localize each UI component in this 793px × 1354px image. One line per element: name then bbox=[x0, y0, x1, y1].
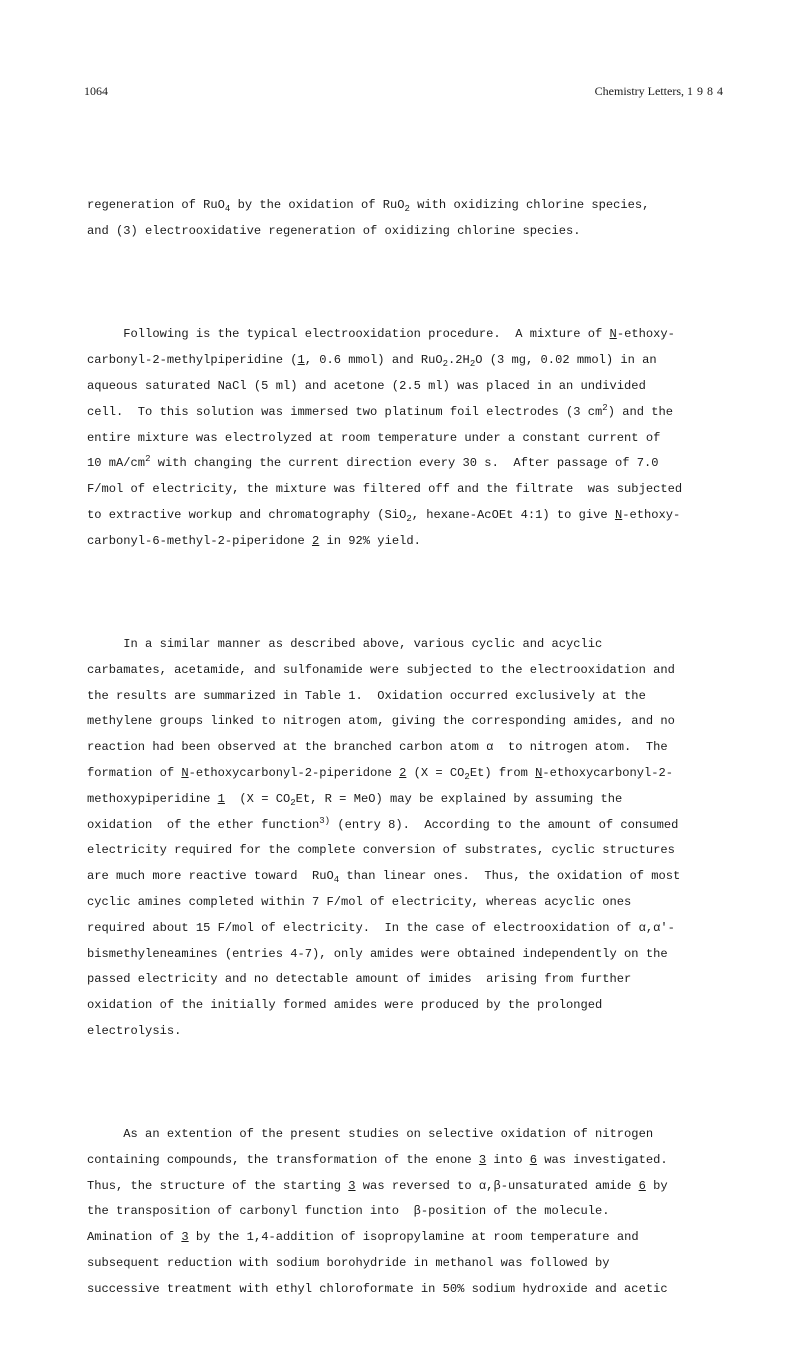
text-line bbox=[87, 503, 727, 529]
text-line: passed electricity and no detectable amount of imides arising from further bbox=[87, 972, 632, 987]
text-line bbox=[87, 529, 727, 555]
paragraph-regeneration bbox=[87, 193, 727, 245]
paragraph-transformation bbox=[87, 1122, 727, 1303]
text-line bbox=[87, 348, 727, 374]
text-run: Et, R = MeO) may be explained by assuming the bbox=[295, 791, 623, 806]
text-run: was reversed to α,β-unsaturated amide bbox=[355, 1178, 639, 1193]
superscript: 2 bbox=[145, 454, 151, 465]
text-run: by the oxidation of RuO bbox=[230, 198, 405, 213]
text-line: aqueous saturated NaCl (5 ml) and acetone (2.5 ml) was placed in an undivided bbox=[87, 378, 646, 393]
compound-ref: N bbox=[614, 507, 623, 522]
compound-ref: 3 bbox=[348, 1178, 356, 1193]
text-line: reaction had been observed at the branched carbon atom α to nitrogen atom. The bbox=[87, 740, 668, 755]
compound-ref: 1 bbox=[217, 791, 225, 806]
text-line: electricity required for the complete conversion of substrates, cyclic structures bbox=[87, 843, 675, 858]
text-run: Following is the typical electrooxidation procedure. A mixture of bbox=[87, 327, 610, 342]
text-line: bismethyleneamines (entries 4-7), only amides were obtained independently on the bbox=[87, 946, 668, 961]
article-body bbox=[87, 116, 727, 1354]
compound-ref: N bbox=[181, 765, 189, 780]
text-line bbox=[87, 761, 727, 787]
text-line bbox=[87, 451, 727, 477]
paragraph-procedure bbox=[87, 322, 727, 554]
text-line: oxidation of the initially formed amides were produced by the prolonged bbox=[87, 998, 603, 1013]
journal-year: 1984 bbox=[687, 84, 727, 98]
journal-title bbox=[595, 84, 727, 99]
text-line: F/mol of electricity, the mixture was filtered off and the filtrate was subjected bbox=[87, 482, 683, 497]
text-run: , hexane-AcOEt 4:1) to give bbox=[411, 507, 615, 522]
text-line: methylene groups linked to nitrogen atom, giving the corresponding amides, and no bbox=[87, 714, 675, 729]
text-run: .2H bbox=[448, 353, 470, 368]
compound-ref: 2 bbox=[311, 533, 320, 548]
text-run: Et) from bbox=[469, 765, 536, 780]
text-line: successive treatment with ethyl chloroformate in 50% sodium hydroxide and acetic bbox=[87, 1281, 668, 1296]
text-run: by bbox=[645, 1178, 668, 1193]
text-run: cell. To this solution was immersed two platinum foil electrodes (3 cm bbox=[87, 404, 603, 419]
text-run: carbonyl-6-methyl-2-piperidone bbox=[87, 533, 312, 548]
text-line bbox=[87, 193, 727, 219]
text-run: was investigated. bbox=[536, 1152, 668, 1167]
text-line bbox=[87, 813, 727, 839]
subscript: 4 bbox=[224, 204, 231, 215]
page-header bbox=[0, 84, 793, 100]
text-line: subsequent reduction with sodium borohydride in methanol was followed by bbox=[87, 1256, 610, 1271]
text-run: containing compounds, the transformation of the enone bbox=[87, 1152, 479, 1167]
text-line: As an extention of the present studies on selective oxidation of nitrogen bbox=[87, 1127, 654, 1142]
text-run: 10 mA/cm bbox=[87, 456, 146, 471]
compound-ref: N bbox=[535, 765, 543, 780]
compound-ref: 6 bbox=[529, 1152, 537, 1167]
subscript: 2 bbox=[290, 797, 296, 808]
text-line: and (3) electrooxidative regeneration of oxidizing chlorine species. bbox=[87, 224, 581, 239]
subscript: 2 bbox=[406, 513, 412, 524]
compound-ref: N bbox=[609, 327, 617, 342]
text-run: Amination of bbox=[87, 1230, 182, 1245]
subscript: 2 bbox=[404, 204, 410, 215]
text-run: oxidation of the ether function bbox=[87, 817, 320, 832]
text-run: in 92% yield. bbox=[319, 533, 421, 548]
text-run: with changing the current direction every 30 s. After passage of 7.0 bbox=[150, 456, 659, 471]
text-run: (X = CO bbox=[224, 791, 291, 806]
text-run: ) and the bbox=[607, 404, 674, 419]
compound-ref: 3 bbox=[181, 1230, 189, 1245]
text-run: formation of bbox=[87, 765, 182, 780]
subscript: 2 bbox=[442, 359, 449, 370]
text-run: carbonyl-2-methylpiperidine ( bbox=[87, 353, 298, 368]
text-run: -ethoxycarbonyl-2- bbox=[542, 765, 674, 780]
text-line bbox=[87, 1225, 727, 1251]
text-run: with oxidizing chlorine species, bbox=[409, 198, 650, 213]
text-line bbox=[87, 1148, 727, 1174]
subscript: 2 bbox=[469, 359, 476, 370]
subscript: 4 bbox=[333, 875, 340, 886]
journal-name: Chemistry Letters, bbox=[594, 84, 684, 98]
text-run: O (3 mg, 0.02 mmol) in an bbox=[475, 353, 657, 368]
text-line bbox=[87, 1174, 727, 1200]
text-line: In a similar manner as described above, various cyclic and acyclic bbox=[87, 636, 603, 651]
text-line: the transposition of carbonyl function into β-position of the molecule. bbox=[87, 1204, 610, 1219]
text-run: -ethoxy- bbox=[616, 327, 675, 342]
page-number: 1064 bbox=[84, 84, 108, 98]
text-line: cyclic amines completed within 7 F/mol of electricity, whereas acyclic ones bbox=[87, 894, 632, 909]
text-line bbox=[87, 787, 727, 813]
paragraph-results bbox=[87, 632, 727, 1045]
compound-ref: 1 bbox=[297, 353, 305, 368]
text-run: methoxypiperidine bbox=[87, 791, 218, 806]
reference-superscript: 3) bbox=[319, 815, 331, 826]
text-line bbox=[87, 864, 727, 890]
text-run: by the 1,4-addition of isopropylamine at room temperature and bbox=[188, 1230, 639, 1245]
text-run: regeneration of RuO bbox=[87, 198, 225, 213]
text-run: -ethoxycarbonyl-2-piperidone bbox=[188, 765, 400, 780]
text-line: entire mixture was electrolyzed at room temperature under a constant current of bbox=[87, 430, 661, 445]
text-run: Thus, the structure of the starting bbox=[87, 1178, 349, 1193]
compound-ref: 6 bbox=[638, 1178, 646, 1193]
superscript: 2 bbox=[602, 402, 608, 413]
text-run: into bbox=[486, 1152, 530, 1167]
text-run: (X = CO bbox=[406, 765, 465, 780]
text-run: than linear ones. Thus, the oxidation of most bbox=[339, 869, 681, 884]
text-run: -ethoxy- bbox=[622, 507, 681, 522]
text-line: the results are summarized in Table 1. Oxidation occurred exclusively at the bbox=[87, 688, 646, 703]
text-line bbox=[87, 322, 727, 348]
text-line: carbamates, acetamide, and sulfonamide were subjected to the electrooxidation and bbox=[87, 662, 675, 677]
text-line: electrolysis. bbox=[87, 1023, 182, 1038]
text-run: are much more reactive toward RuO bbox=[87, 869, 334, 884]
subscript: 2 bbox=[464, 771, 470, 782]
text-run: (entry 8). According to the amount of consumed bbox=[330, 817, 679, 832]
text-line bbox=[87, 400, 727, 426]
compound-ref: 3 bbox=[478, 1152, 487, 1167]
text-line: required about 15 F/mol of electricity. In the case of electrooxidation of α,α'- bbox=[87, 920, 675, 935]
text-run: , 0.6 mmol) and RuO bbox=[304, 353, 443, 368]
compound-ref: 2 bbox=[399, 765, 407, 780]
text-run: to extractive workup and chromatography (SiO bbox=[87, 507, 407, 522]
